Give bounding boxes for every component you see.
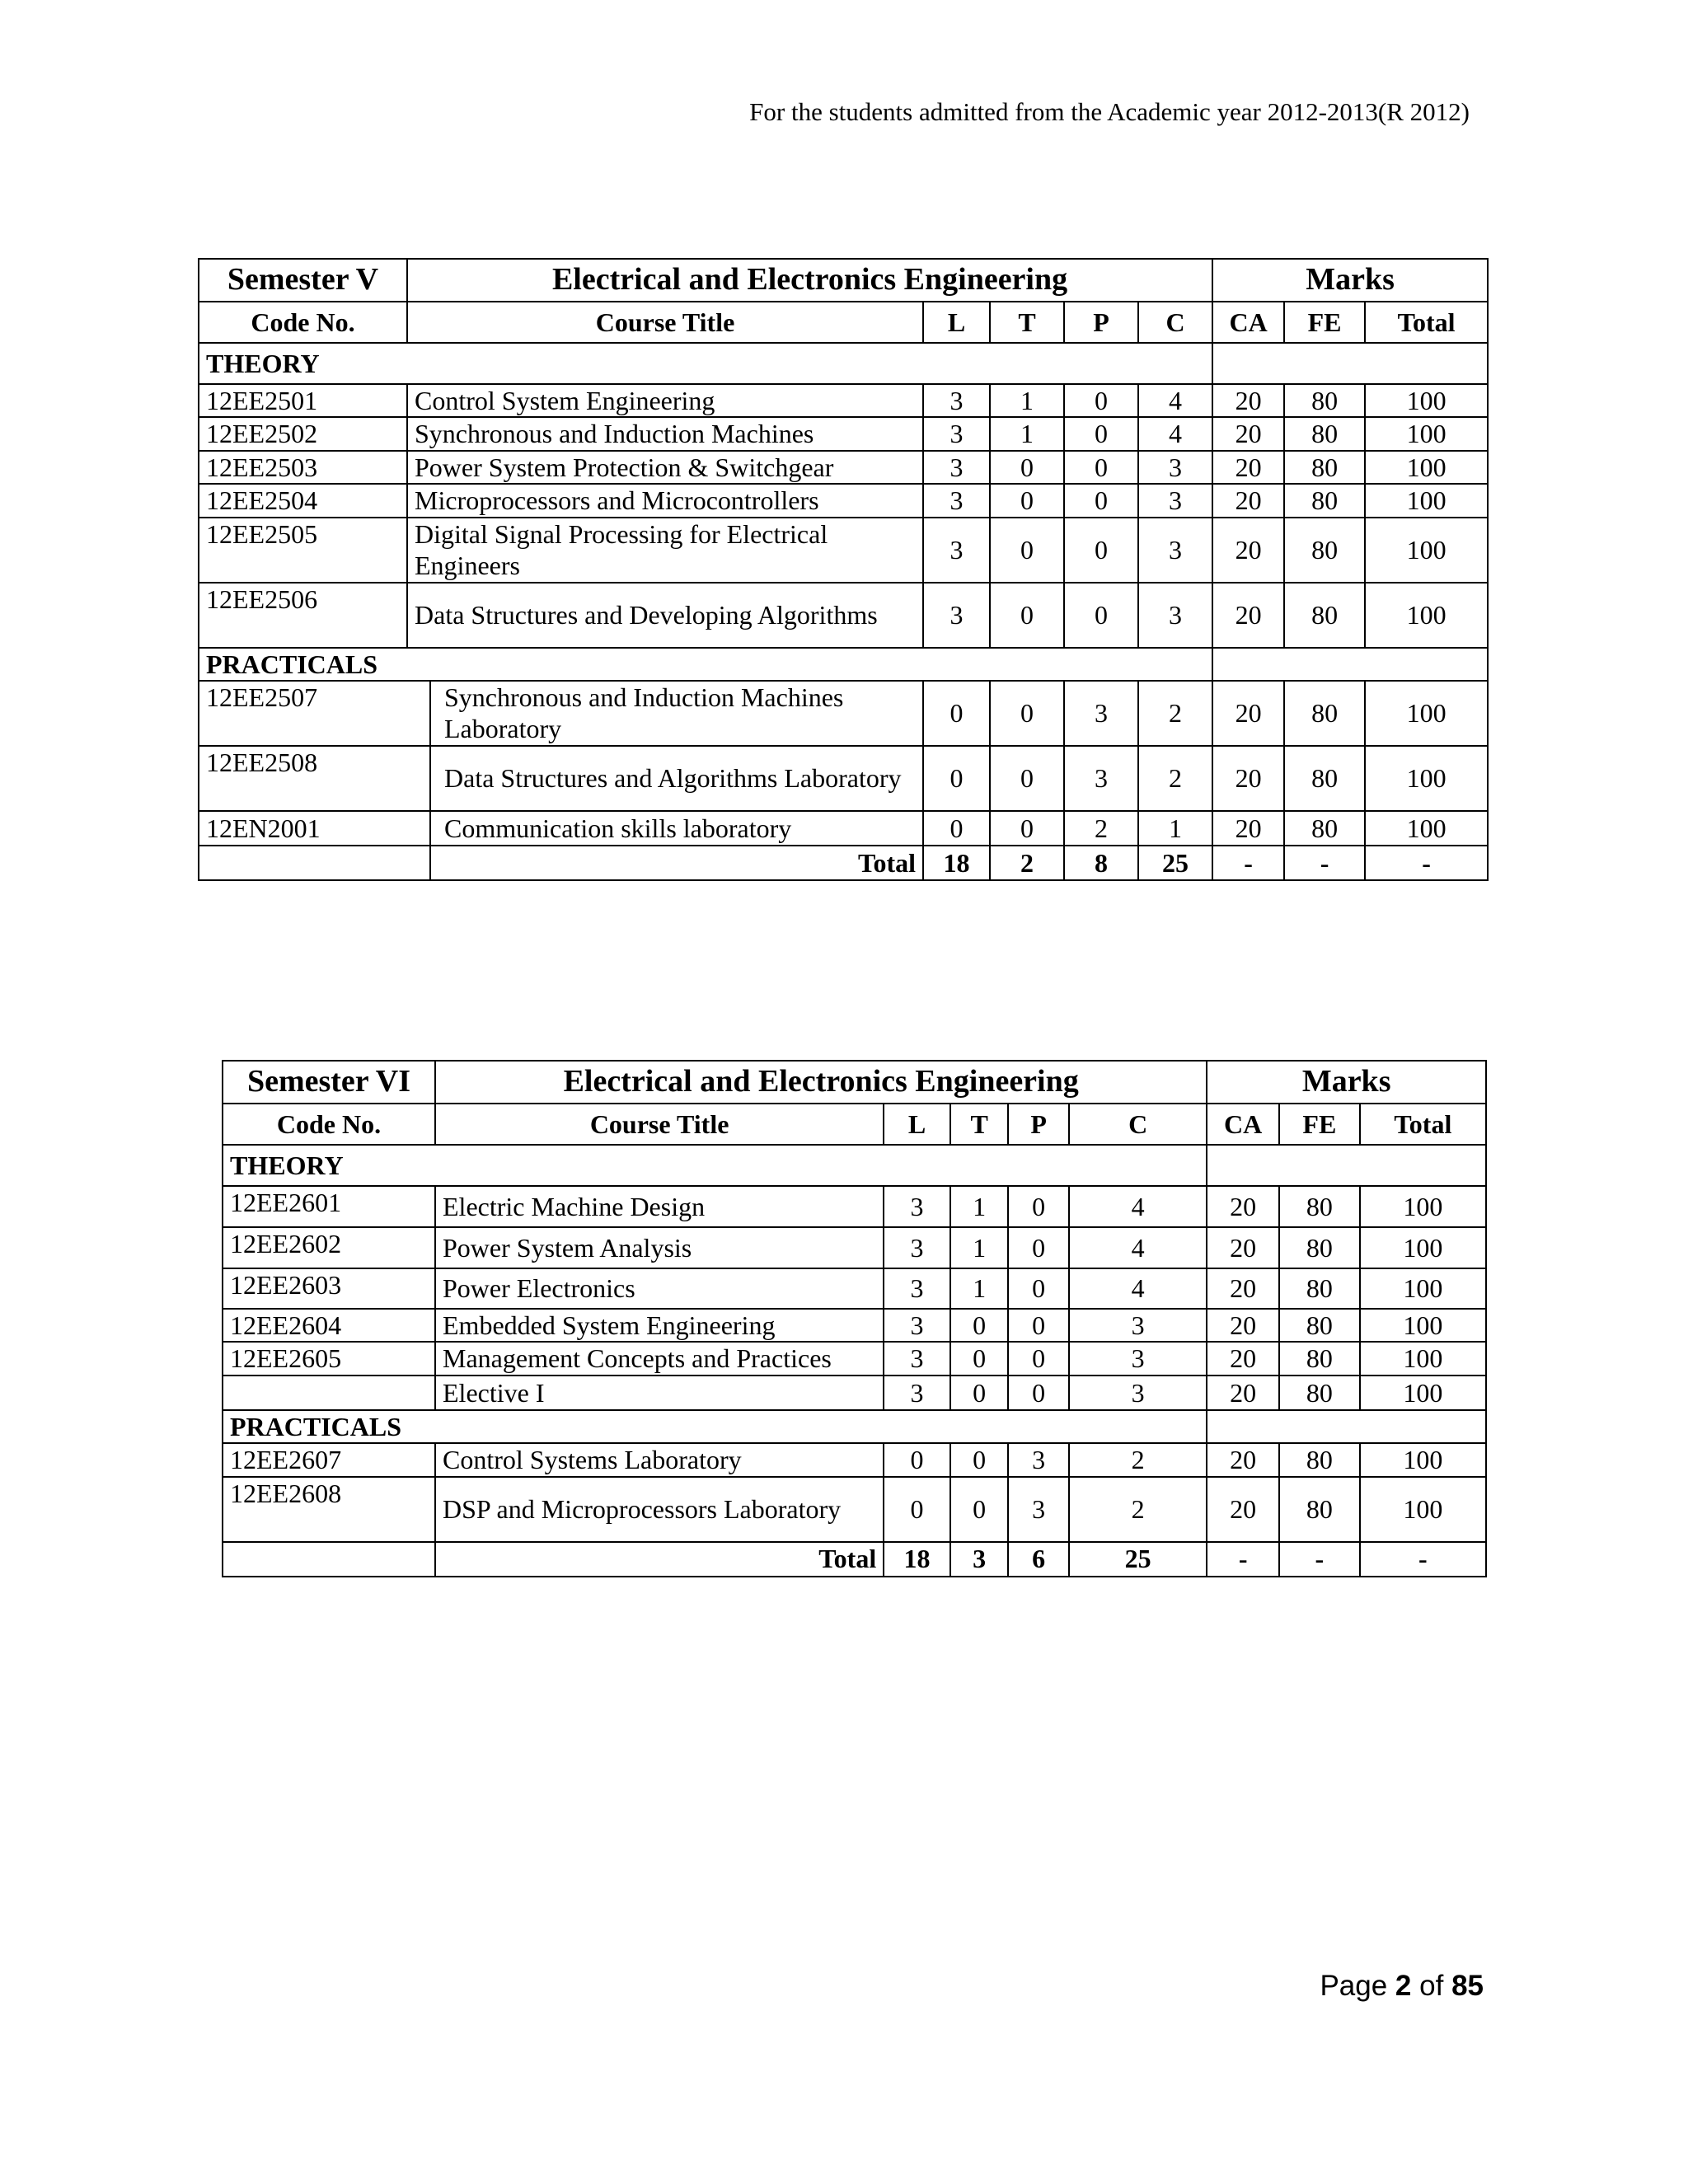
table-row: 12EE2508 Data Structures and Algorithms Laboratory 0 0 3 2 20 80 100 — [199, 746, 1488, 811]
col-fe: FE — [1284, 302, 1365, 343]
col-l: L — [884, 1104, 950, 1145]
col-p: P — [1008, 1104, 1069, 1145]
col-t: T — [990, 302, 1064, 343]
table-row: 12EE2504 Microprocessors and Microcontrollers 3 0 0 3 20 80 100 — [199, 484, 1488, 517]
col-ca: CA — [1207, 1104, 1279, 1145]
table-row: 12EE2502 Synchronous and Induction Machines 3 1 0 4 20 80 100 — [199, 417, 1488, 450]
semester-v-table — [198, 258, 1489, 881]
marks-header: Marks — [1212, 259, 1488, 302]
semester-label: Semester V — [199, 259, 407, 302]
col-code: Code No. — [223, 1104, 435, 1145]
table-row: 12EE2604 Embedded System Engineering 3 0 0 3 20 80 100 — [223, 1309, 1486, 1342]
table-row: Elective I 3 0 0 3 20 80 100 — [223, 1376, 1486, 1410]
programme-title: Electrical and Electronics Engineering — [435, 1061, 1207, 1104]
marks-header: Marks — [1207, 1061, 1486, 1104]
header-note: For the students admitted from the Academic year 2012-2013(R 2012) — [749, 97, 1470, 126]
col-title: Course Title — [407, 302, 923, 343]
programme-title: Electrical and Electronics Engineering — [407, 259, 1212, 302]
col-fe: FE — [1279, 1104, 1360, 1145]
col-ca: CA — [1212, 302, 1284, 343]
table-row: 12EE2505 Digital Signal Processing for Electrical Engineers 3 0 0 3 20 80 100 — [199, 518, 1488, 583]
table-row: 12EE2603 Power Electronics 3 1 0 4 20 80 100 — [223, 1268, 1486, 1309]
col-l: L — [923, 302, 990, 343]
col-c: C — [1069, 1104, 1207, 1145]
page-number: Page 2 of 85 — [1320, 1970, 1484, 2002]
table-row: 12EE2501 Control System Engineering 3 1 0 4 20 80 100 — [199, 384, 1488, 417]
theory-label: THEORY — [199, 343, 1212, 384]
col-code: Code No. — [199, 302, 407, 343]
total-row: Total 18 2 8 25 - - - — [199, 846, 1488, 880]
table-row: 12EE2503 Power System Protection & Switchgear 3 0 0 3 20 80 100 — [199, 451, 1488, 484]
theory-label: THEORY — [223, 1145, 1207, 1186]
table-row: 12EE2607 Control Systems Laboratory 0 0 3 2 20 80 100 — [223, 1443, 1486, 1476]
practicals-label: PRACTICALS — [199, 648, 1212, 681]
table-row: 12EE2507 Synchronous and Induction Machines Laboratory 0 0 3 2 20 80 100 — [199, 681, 1488, 746]
semester-label: Semester VI — [223, 1061, 435, 1104]
table-row: 12EE2605 Management Concepts and Practices 3 0 0 3 20 80 100 — [223, 1342, 1486, 1375]
col-total: Total — [1365, 302, 1488, 343]
semester-vi-table — [222, 1060, 1487, 1577]
table-row: 12EN2001 Communication skills laboratory 0 0 2 1 20 80 100 — [199, 811, 1488, 846]
table-row: 12EE2601 Electric Machine Design 3 1 0 4 20 80 100 — [223, 1186, 1486, 1227]
table-row: 12EE2506 Data Structures and Developing Algorithms 3 0 0 3 20 80 100 — [199, 583, 1488, 648]
col-p: P — [1064, 302, 1138, 343]
col-title: Course Title — [435, 1104, 884, 1145]
table-row: 12EE2602 Power System Analysis 3 1 0 4 20 80 100 — [223, 1227, 1486, 1268]
practicals-label: PRACTICALS — [223, 1410, 1207, 1443]
col-c: C — [1138, 302, 1212, 343]
total-row: Total 18 3 6 25 - - - — [223, 1542, 1486, 1577]
table-row: 12EE2608 DSP and Microprocessors Laboratory 0 0 3 2 20 80 100 — [223, 1477, 1486, 1542]
col-t: T — [950, 1104, 1009, 1145]
col-total: Total — [1360, 1104, 1486, 1145]
